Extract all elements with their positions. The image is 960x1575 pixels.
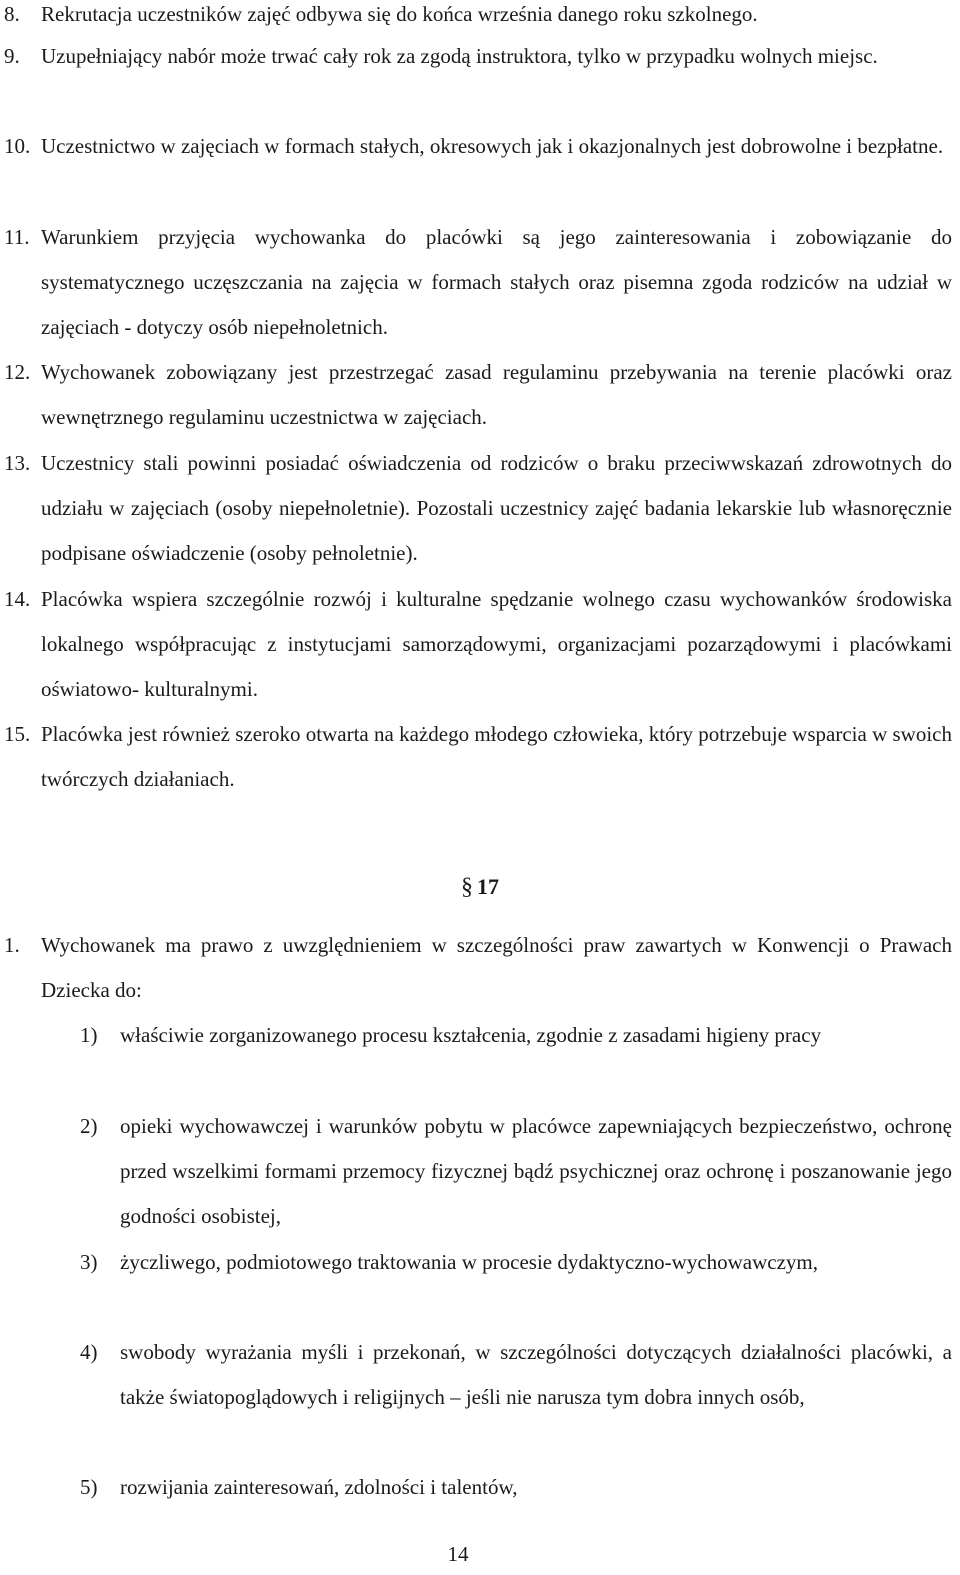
list-item-number: 11. xyxy=(4,225,30,249)
sub-item-number: 3) xyxy=(80,1250,98,1274)
sub-item-1 xyxy=(0,1013,952,1058)
list-item-number: 10. xyxy=(4,134,31,158)
list-item-15 xyxy=(0,712,952,802)
list-item-12 xyxy=(0,350,952,440)
section-number: 17 xyxy=(477,874,499,899)
list-item-text: Wychowanek ma prawo z uwzględnieniem w szczególności praw zawartych w Konwencji o Prawach Dziecka do: xyxy=(41,933,952,1002)
list-item-9 xyxy=(0,34,952,79)
sub-item-4 xyxy=(0,1330,952,1420)
sub-item-number: 5) xyxy=(80,1475,98,1499)
sub-item-number: 4) xyxy=(80,1340,98,1364)
sub-item-5 xyxy=(0,1465,952,1510)
list-item-text: Placówka jest również szeroko otwarta na każdego młodego człowieka, który potrzebuje wsparcia w swoich twórczych działaniach. xyxy=(41,722,952,791)
list-item-11 xyxy=(0,215,952,350)
list-item-text: Placówka wspiera szczególnie rozwój i kulturalne spędzanie wolnego czasu wychowanków środowiska lokalnego współpracując z instytucjami samorządowymi, organizacjami pozarządowymi i placówkami oświatowo- kulturalnymi. xyxy=(41,587,952,701)
list-item-text: Wychowanek zobowiązany jest przestrzegać zasad regulaminu przebywania na terenie placówki oraz wewnętrznego regulaminu uczestnictwa w zajęciach. xyxy=(41,360,952,429)
page-number: 14 xyxy=(447,1542,469,1566)
sub-item-2 xyxy=(0,1104,952,1239)
sub-item-text: rozwijania zainteresowań, zdolności i talentów, xyxy=(120,1475,518,1499)
list-item-8 xyxy=(0,0,952,37)
list-item-text: Uczestnicy stali powinni posiadać oświadczenia od rodziców o braku przeciwwskazań zdrowotnych do udziału w zajęciach (osoby niepełnoletnie). Pozostali uczestnicy zajęć badania lekarskie lub własnoręcznie podpisane oświadczenie (osoby pełnoletnie). xyxy=(41,451,952,565)
list-item-text: Rekrutacja uczestników zajęć odbywa się do końca września danego roku szkolnego. xyxy=(41,2,758,26)
list-item-10 xyxy=(0,124,952,169)
section-heading xyxy=(0,864,960,910)
list-item-number: 12. xyxy=(4,360,31,384)
list-item-number: 8. xyxy=(4,2,20,26)
list-item-text: Uczestnictwo w zajęciach w formach stałych, okresowych jak i okazjonalnych jest dobrowolne i bezpłatne. xyxy=(41,134,944,158)
list-item-14 xyxy=(0,577,952,712)
sub-item-number: 1) xyxy=(80,1023,98,1047)
list-item-text: Uzupełniający nabór może trwać cały rok za zgodą instruktora, tylko w przypadku wolnych miejsc. xyxy=(41,44,878,68)
list-item-number: 9. xyxy=(4,44,20,68)
section-item-1 xyxy=(0,923,952,1013)
list-item-number: 13. xyxy=(4,451,31,475)
sub-item-3 xyxy=(0,1240,952,1285)
sub-item-text: właściwie zorganizowanego procesu kształcenia, zgodnie z zasadami higieny pracy xyxy=(120,1023,822,1047)
sub-item-text: swobody wyrażania myśli i przekonań, w szczególności dotyczących działalności placówki, a także światopoglądowych i religijnych – jeśli nie narusza tym dobra innych osób, xyxy=(120,1340,952,1409)
section-sign: § xyxy=(461,874,473,900)
sub-item-text: życzliwego, podmiotowego traktowania w procesie dydaktyczno-wychowawczym, xyxy=(120,1250,819,1274)
sub-item-text: opieki wychowawczej i warunków pobytu w placówce zapewniających bezpieczeństwo, ochronę przed wszelkimi formami przemocy fizycznej bądź psychicznej oraz ochronę i poszanowanie jego godności osobistej, xyxy=(120,1114,952,1228)
list-item-13 xyxy=(0,441,952,576)
list-item-text: Warunkiem przyjęcia wychowanka do placówki są jego zainteresowania i zobowiązanie do systematycznego uczęszczania na zajęcia w formach stałych oraz pisemna zgoda rodziców na udział w zajęciach - dotyczy osób niepełnoletnich. xyxy=(41,225,952,339)
list-item-number: 15. xyxy=(4,722,31,746)
sub-item-number: 2) xyxy=(80,1114,98,1138)
list-item-number: 1. xyxy=(4,933,20,957)
list-item-number: 14. xyxy=(4,587,31,611)
